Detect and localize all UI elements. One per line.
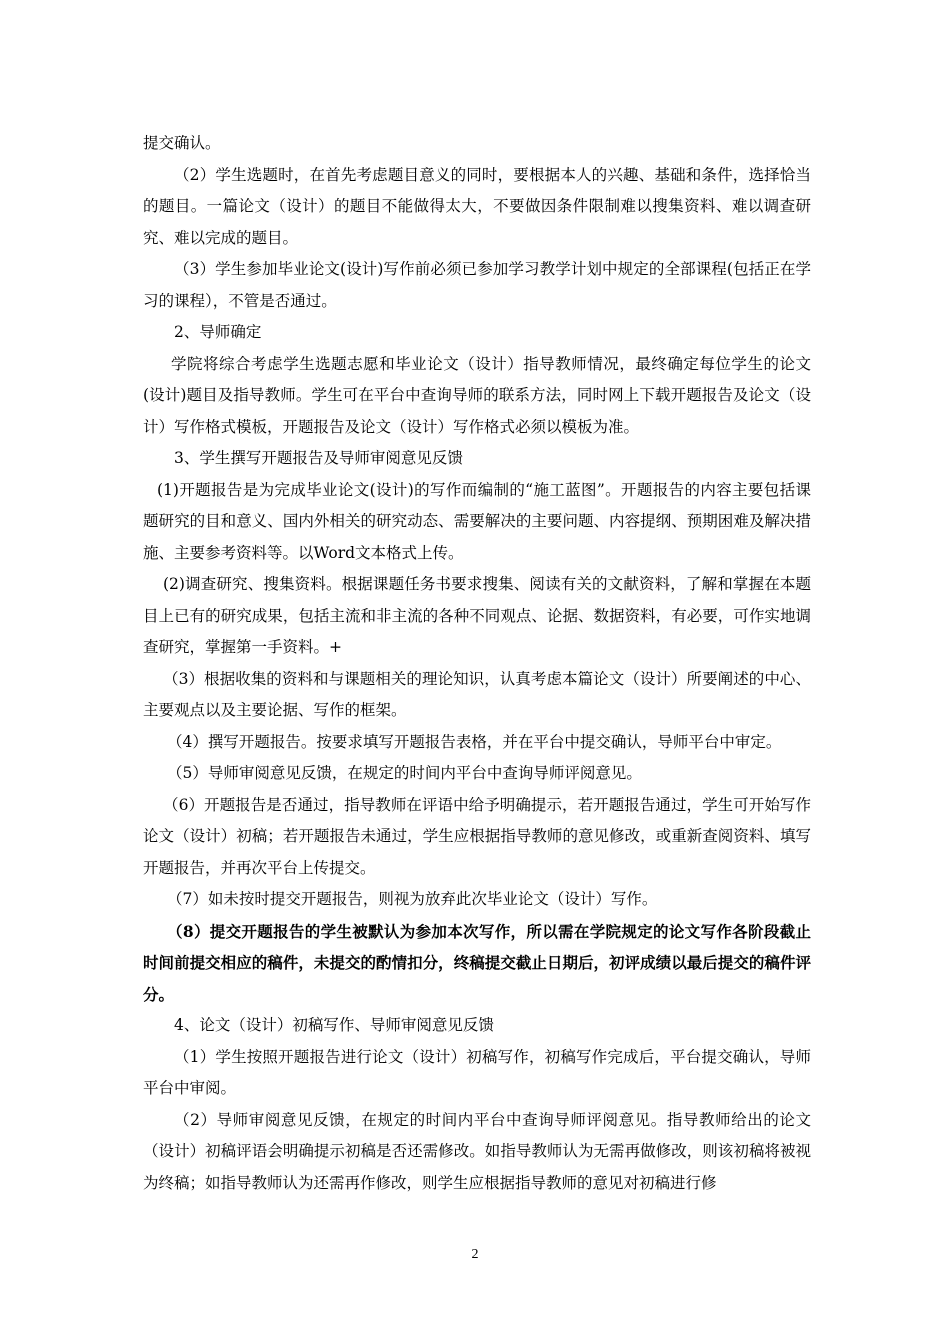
paragraph-course-requirement: （3）学生参加毕业论文(设计)写作前必须已参加学习教学计划中规定的全部课程(包括正在学习的课程），不管是否通过。 — [143, 260, 811, 310]
paragraph-continuation: 提交确认。 — [143, 134, 221, 152]
paragraph-write-proposal: （4）撰写开题报告。按要求填写开题报告表格，并在平台中提交确认，导师平台中审定。 — [167, 732, 782, 751]
paragraph-proposal-approval: （6）开题报告是否通过，指导教师在评语中给予明确提示，若开题报告通过，学生可开始写作论文（设计）初稿；若开题报告未通过，学生应根据指导教师的意见修改，或重新查阅资料、填写开题报告，并再次平台上传提交。 — [143, 795, 811, 877]
paragraph-topic-selection: （2）学生选题时，在首先考虑题目意义的同时，要根据本人的兴趣、基础和条件，选择恰当的题目。一篇论文（设计）的题目不能做得太大，不要做因条件限制难以搜集资料、难以调查研究、难以完成的题目。 — [143, 165, 811, 247]
paragraph-research-collection: (2)调查研究、搜集资料。根据课题任务书要求搜集、阅读有关的文献资料，了解和掌握在本题目上已有的研究成果，包括主流和非主流的各种不同观点、论据、数据资料，有必要，可作实地调查研究，掌握第一手资料。+ — [143, 575, 811, 656]
paragraph-proposal-definition: (1)开题报告是为完成毕业论文(设计)的写作而编制的“施工蓝图”。开题报告的内容主要包括课题研究的目和意义、国内外相关的研究动态、需要解决的主要问题、内容提纲、预期困难及解决措施、主要参考资料等。以Word文本格式上传。 — [143, 480, 811, 562]
section-heading-proposal: 3、学生撰写开题报告及导师审阅意见反馈 — [174, 449, 463, 467]
paragraph-default-participation: （8）提交开题报告的学生被默认为参加本次写作，所以需在学院规定的论文写作各阶段截止时间前提交相应的稿件，未提交的酌情扣分，终稿提交截止日期后，初评成绩以最后提交的稿件评分。 — [143, 921, 811, 1004]
document-body — [143, 128, 811, 1199]
section-heading-draft: 4、论文（设计）初稿写作、导师审阅意见反馈 — [174, 1016, 494, 1034]
paragraph-review-feedback: （5）导师审阅意见反馈，在规定的时间内平台中查询导师评阅意见。 — [167, 764, 642, 782]
paragraph-draft-review: （2）导师审阅意见反馈，在规定的时间内平台中查询导师评阅意见。指导教师给出的论文（设计）初稿评语会明确提示初稿是否还需修改。如指导教师认为无需再做修改，则该初稿将被视为终稿；如指导教师认为还需再作修改，则学生应根据指导教师的意见对初稿进行修 — [143, 1110, 811, 1192]
page-number: 2 — [471, 1247, 479, 1262]
paragraph-advisor-assignment: 学院将综合考虑学生选题志愿和毕业论文（设计）指导教师情况，最终确定每位学生的论文(设计)题目及指导教师。学生可在平台中查询导师的联系方法，同时网上下载开题报告及论文（设计）写作格式模板，开题报告及论文（设计）写作格式必须以模板为准。 — [143, 354, 811, 436]
paragraph-draft-writing: （1）学生按照开题报告进行论文（设计）初稿写作，初稿写作完成后，平台提交确认，导师平台中审阅。 — [143, 1047, 811, 1097]
paragraph-consider-framework: （3）根据收集的资料和与课题相关的理论知识，认真考虑本篇论文（设计）所要阐述的中心、主要观点以及主要论据、写作的框架。 — [143, 669, 811, 719]
section-heading-advisor: 2、导师确定 — [174, 323, 262, 341]
paragraph-late-submission: （7）如未按时提交开题报告，则视为放弃此次毕业论文（设计）写作。 — [167, 890, 658, 908]
